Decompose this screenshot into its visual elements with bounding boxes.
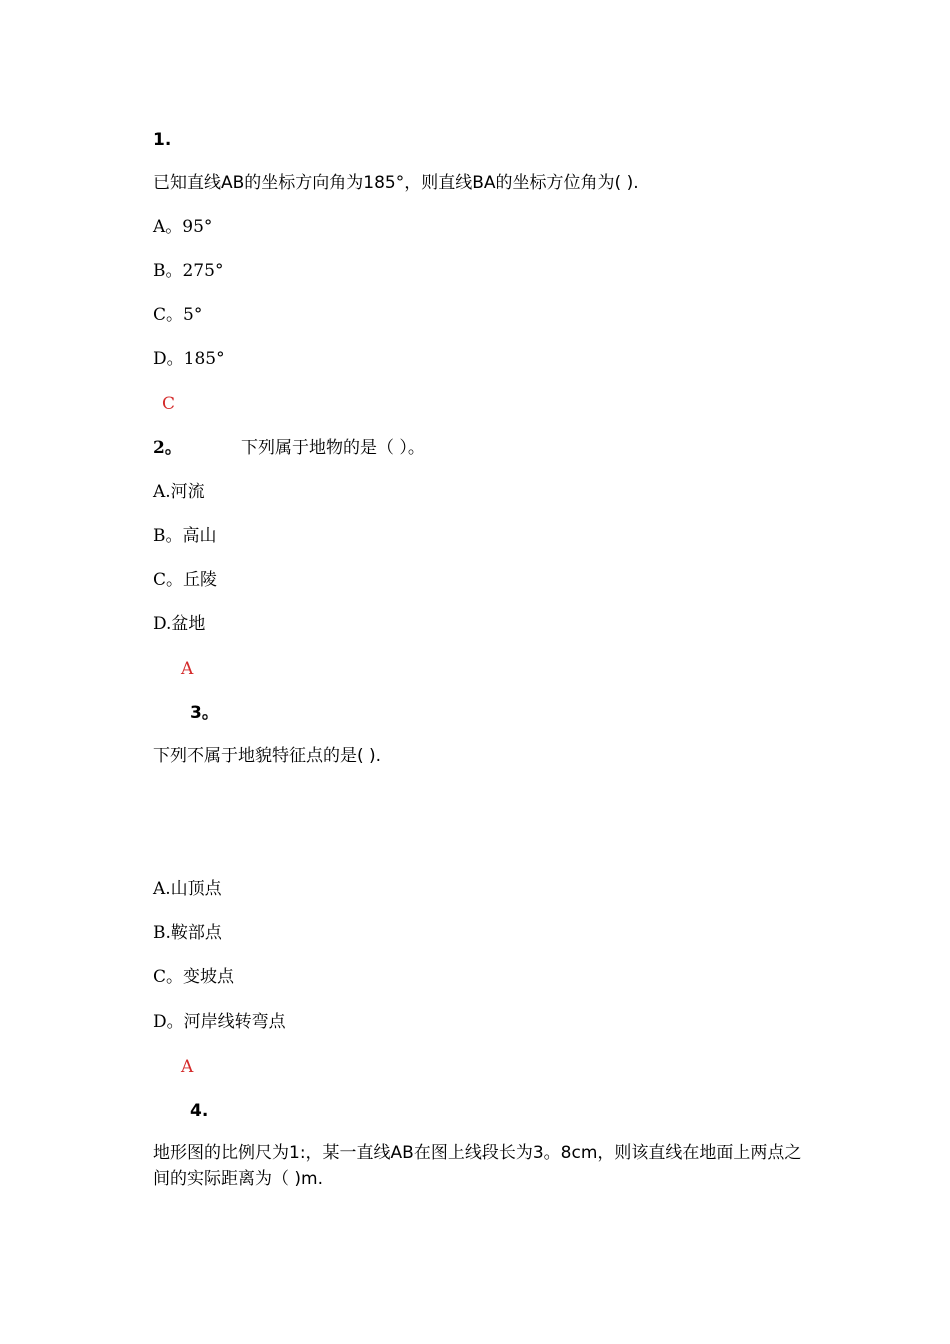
question-2-number: 2。 [153,438,182,458]
question-4-number: 4. [190,1101,209,1121]
question-1-option-a: A。95° [153,217,213,237]
question-2-answer: A [181,659,194,679]
question-2-option-d: D.盆地 [153,614,206,634]
question-3-answer: A [181,1057,194,1077]
question-2-option-b: B。高山 [153,526,217,546]
question-3-option-a: A.山顶点 [153,879,222,899]
question-2-stem: 下列属于地物的是（ ）。 [241,438,425,458]
question-1-option-b: B。275° [153,261,224,281]
question-1-answer: C [162,394,176,414]
question-3-stem: 下列不属于地貌特征点的是( ). [153,746,382,766]
question-1-option-d: D。185° [153,349,225,369]
question-1-stem: 已知直线AB的坐标方向角为185°，则直线BA的坐标方位角为( ). [153,173,639,193]
question-2-option-a: A.河流 [153,482,205,502]
question-3-option-c: C。变坡点 [153,967,235,987]
question-3-option-d: D。河岸线转弯点 [153,1012,286,1032]
question-1-option-c: C。5° [153,305,203,325]
question-1-number: 1. [153,130,172,150]
question-3-option-b: B.鞍部点 [153,923,222,943]
question-2-option-c: C。丘陵 [153,570,218,590]
question-3-number: 3。 [190,703,219,723]
question-4-stem: 地形图的比例尺为1:，某一直线AB在图上线段长为3。8cm，则该直线在地面上两点之间的实际距离为（ )m. [153,1143,802,1189]
